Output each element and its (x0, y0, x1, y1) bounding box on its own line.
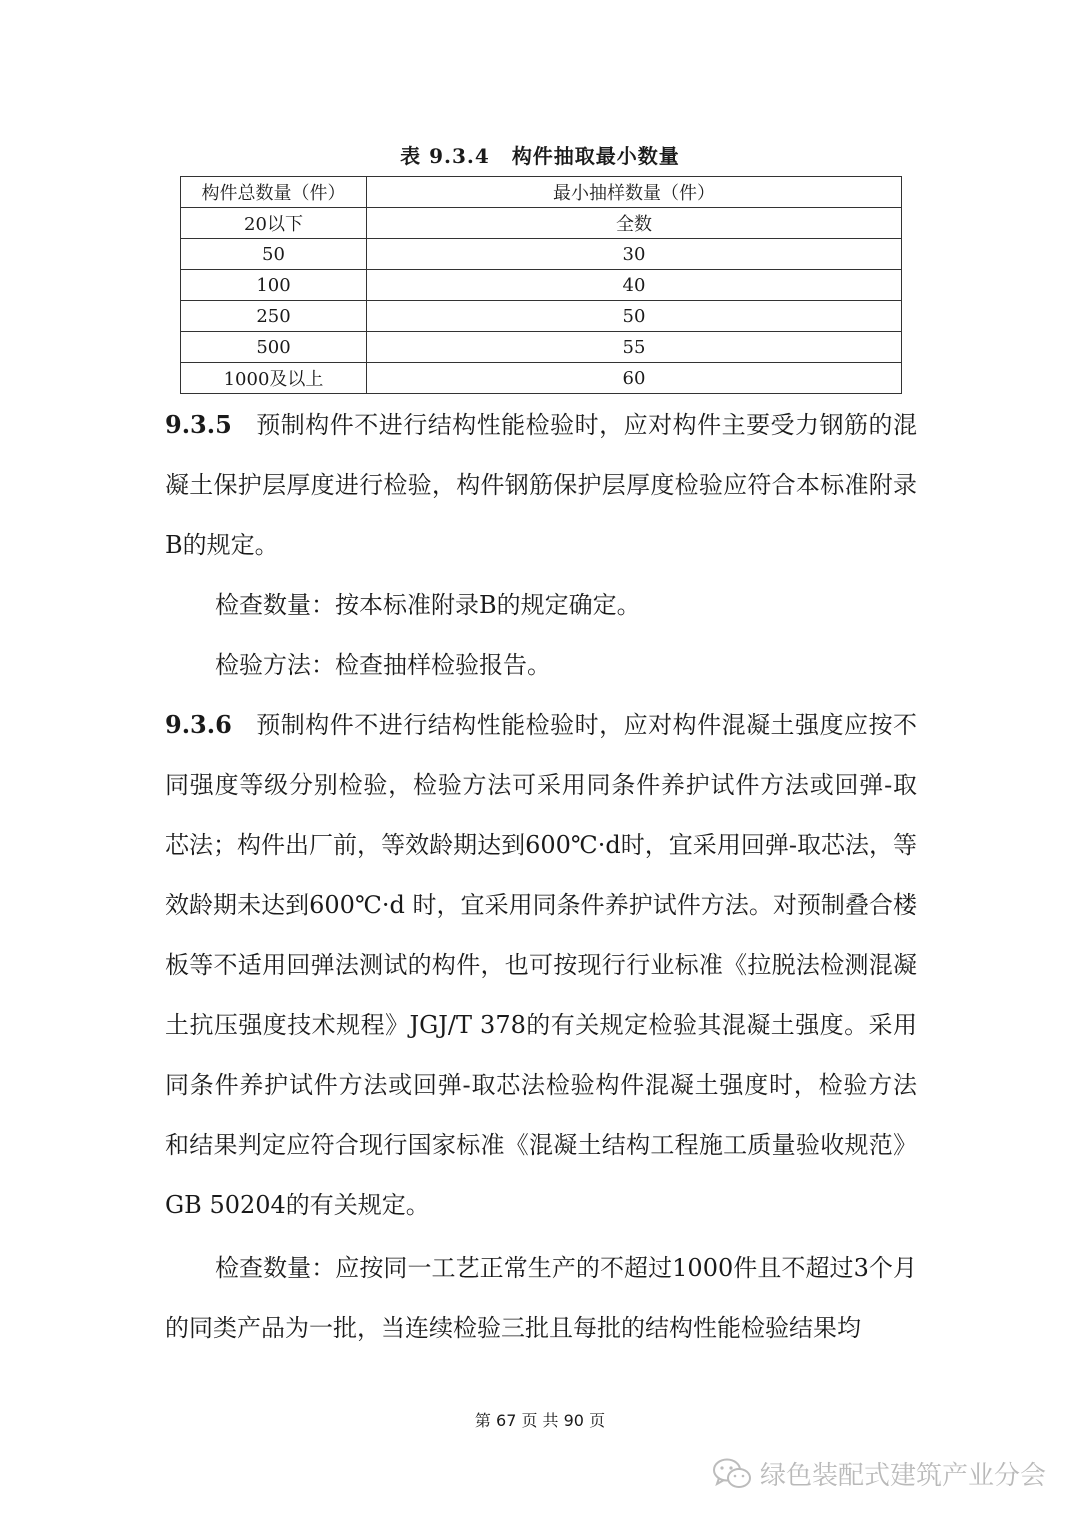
table-cell-total: 100 (181, 270, 367, 301)
clause-text: 预制构件不进行结构性能检验时，应对构件主要受力钢筋的混凝土保护层厚度进行检验，构件钢筋保护层厚度检验应符合本标准附录B的规定。 (165, 411, 917, 559)
table-cell-min: 30 (367, 239, 902, 270)
table-cell-total: 20以下 (181, 208, 367, 239)
table-header-min-sample: 最小抽样数量（件） (367, 177, 902, 208)
watermark-text: 绿色装配式建筑产业分会 (759, 1461, 1046, 1491)
check-method-9-3-5: 检验方法：检查抽样检验报告。 (215, 651, 551, 679)
table-header-total: 构件总数量（件） (181, 177, 367, 208)
table-row (181, 208, 902, 239)
clause-9-3-6 (165, 695, 917, 1235)
clause-number: 9.3.5 (165, 410, 232, 439)
table-cell-min: 全数 (367, 208, 902, 239)
table-cell-min: 60 (367, 363, 902, 394)
table-cell-min: 50 (367, 301, 902, 332)
table-cell-total: 1000及以上 (181, 363, 367, 394)
wechat-icon (712, 1457, 752, 1491)
watermark (712, 1455, 1046, 1492)
table-title (0, 140, 1080, 169)
table-cell-min: 40 (367, 270, 902, 301)
check-quantity-9-3-6: 检查数量：应按同一工艺正常生产的不超过1000件且不超过3个月的同类产品为一批，当连续检验三批且每批的结构性能检验结果均 (165, 1254, 917, 1342)
page-footer: 第 67 页 共 90 页 (474, 1411, 606, 1430)
table-cell-total: 250 (181, 301, 367, 332)
table-number: 表 9.3.4 (400, 144, 490, 168)
table-cell-total: 50 (181, 239, 367, 270)
clause-text: 预制构件不进行结构性能检验时，应对构件混凝土强度应按不同强度等级分别检验，检验方法可采用同条件养护试件方法或回弹-取芯法；构件出厂前，等效龄期达到600℃·d时，宜采用回弹-取芯法，等效龄期未达到600℃·d 时，宜采用同条件养护试件方法。对预制叠合楼板等不适用回弹法测试的构件，也可按现行行业标准《拉脱法检测混凝土抗压强度技术规程》JGJ/T 378的有关规定检验其混凝土强度。采用同条件养护试件方法或回弹-取芯法检验构件混凝土强度时，检验方法和结果判定应符合现行国家标准《混凝土结构工程施工质量验收规范》GB 50204的有关规定。 (165, 711, 917, 1219)
table-cell-total: 500 (181, 332, 367, 363)
table-row (181, 301, 902, 332)
table-row (181, 239, 902, 270)
table-row (181, 270, 902, 301)
table-row (181, 363, 902, 394)
table-title-text: 构件抽取最小数量 (511, 144, 680, 168)
sampling-table (180, 176, 902, 394)
clause-9-3-5 (165, 395, 917, 575)
check-quantity-9-3-5: 检查数量：按本标准附录B的规定确定。 (215, 591, 641, 619)
table-row (181, 332, 902, 363)
table-cell-min: 55 (367, 332, 902, 363)
table-header-row (181, 177, 902, 208)
clause-number: 9.3.6 (165, 710, 232, 739)
